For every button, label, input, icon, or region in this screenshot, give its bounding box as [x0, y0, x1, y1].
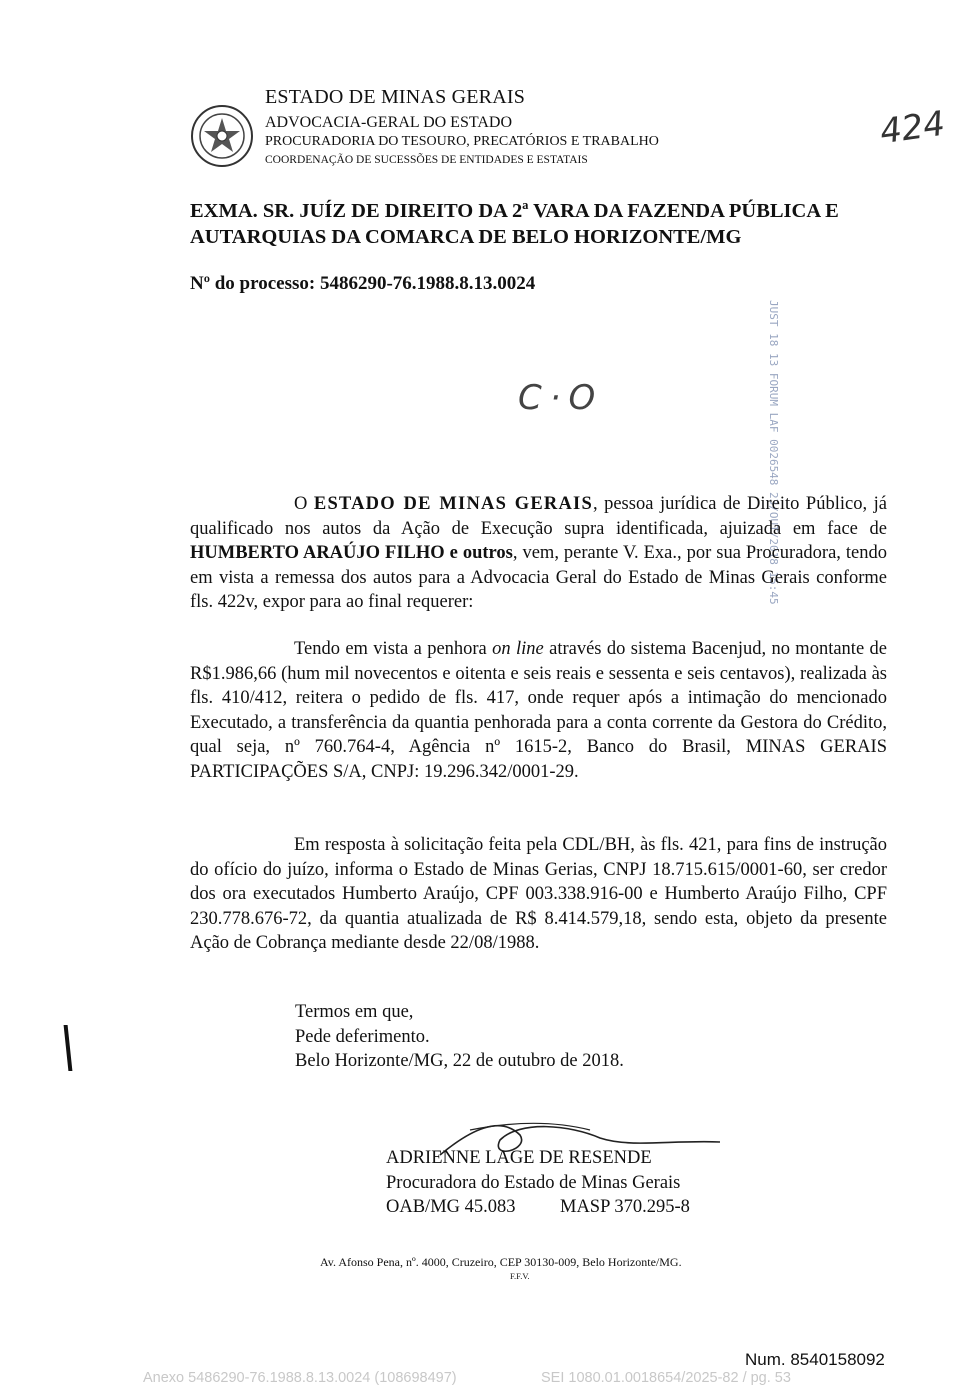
header-agency: ADVOCACIA-GERAL DO ESTADO [265, 114, 512, 131]
italic-online: on line [492, 639, 544, 659]
document-number: Num. 8540158092 [745, 1350, 885, 1369]
signer-masp: MASP 370.295-8 [560, 1197, 690, 1217]
handwritten-page-number: 424 [877, 103, 948, 153]
header-department: PROCURADORIA DO TESOURO, PRECATÓRIOS E TRABALHO [265, 134, 659, 149]
closing-line-1: Termos em que, [295, 1002, 414, 1022]
footer-address: Av. Afonso Pena, nº. 4000, Cruzeiro, CEP 30130-009, Belo Horizonte/MG. [320, 1255, 682, 1269]
bold-defendant: HUMBERTO ARAÚJO FILHO e outros [190, 543, 513, 563]
bold-state-name: ESTADO DE MINAS GERAIS [313, 494, 593, 514]
signer-name: ADRIENNE LAGE DE RESENDE [386, 1148, 652, 1168]
protocol-stamp: JUST 18 13 FORUM LAF 0026548 23/OUT/2018 15:45 [767, 300, 780, 605]
handwritten-mark: C·O [518, 378, 604, 418]
paragraph-1: O ESTADO DE MINAS GERAIS, pessoa jurídica de Direito Público, já qualificado nos autos da Ação de Execução supra identificada, ajuizada em face de HUMBERTO ARAÚJO FILHO e outros, vem, perante V. Exa., por sua Procuradora, tendo em vista a remessa dos autos para a Advocacia Geral do Estado de Minas Gerais conforme fls. 422v, expor para ao final requerer: [190, 494, 887, 612]
coat-of-arms-icon [190, 104, 254, 168]
signer-oab: OAB/MG 45.083 [386, 1197, 516, 1217]
addressee: EXMA. SR. JUÍZ DE DIREITO DA 2ª VARA DA FAZENDA PÚBLICA E AUTARQUIAS DA COMARCA DE BELO HORIZONTE/MG [190, 200, 839, 248]
sei-reference: SEI 1080.01.0018654/2025-82 / pg. 53 [541, 1370, 791, 1386]
paragraph-2: Tendo em vista a penhora on line através do sistema Bacenjud, no montante de R$1.986,66 (hum mil novecentos e oitenta e seis reais e sessenta e seis centavos), realizada às fls. 410/412, reitera o pedido de fls. 417, onde requer após a intimação do mencionado Executado, a transferência da quantia penhorada para a conta corrente da Gestora do Crédito, qual seja, nº 760.764-4, Agência nº 1615-2, Banco do Brasil, MINAS GERAIS PARTICIPAÇÕES S/A, CNPJ: 19.296.342/0001-29. [190, 639, 887, 782]
paragraph-3: Em resposta à solicitação feita pela CDL/BH, às fls. 421, para fins de instrução do ofício do juízo, informa o Estado de Minas Gerias, CNPJ 18.715.615/0001-60, ser credor dos ora executados Humberto Araújo, CPF 003.338.916-00 e Humberto Araújo Filho, CPF 230.778.676-72, da quantia atualizada de R$ 8.414.579,18, sendo esta, objeto da presente Ação de Cobrança mediante desde 22/08/1988. [190, 835, 887, 953]
footer-initials: F.F.V. [510, 1271, 530, 1281]
header-coordination: COORDENAÇÃO DE SUCESSÕES DE ENTIDADES E ESTATAIS [265, 154, 588, 166]
annex-reference: Anexo 5486290-76.1988.8.13.0024 (108698497) [143, 1370, 457, 1386]
header-state: ESTADO DE MINAS GERAIS [265, 86, 526, 108]
process-number: Nº do processo: 5486290-76.1988.8.13.0024 [190, 273, 536, 294]
closing-line-3: Belo Horizonte/MG, 22 de outubro de 2018. [295, 1051, 624, 1071]
closing-line-2: Pede deferimento. [295, 1027, 430, 1047]
scan-mark [64, 1025, 73, 1071]
signer-role: Procuradora do Estado de Minas Gerais [386, 1173, 681, 1193]
